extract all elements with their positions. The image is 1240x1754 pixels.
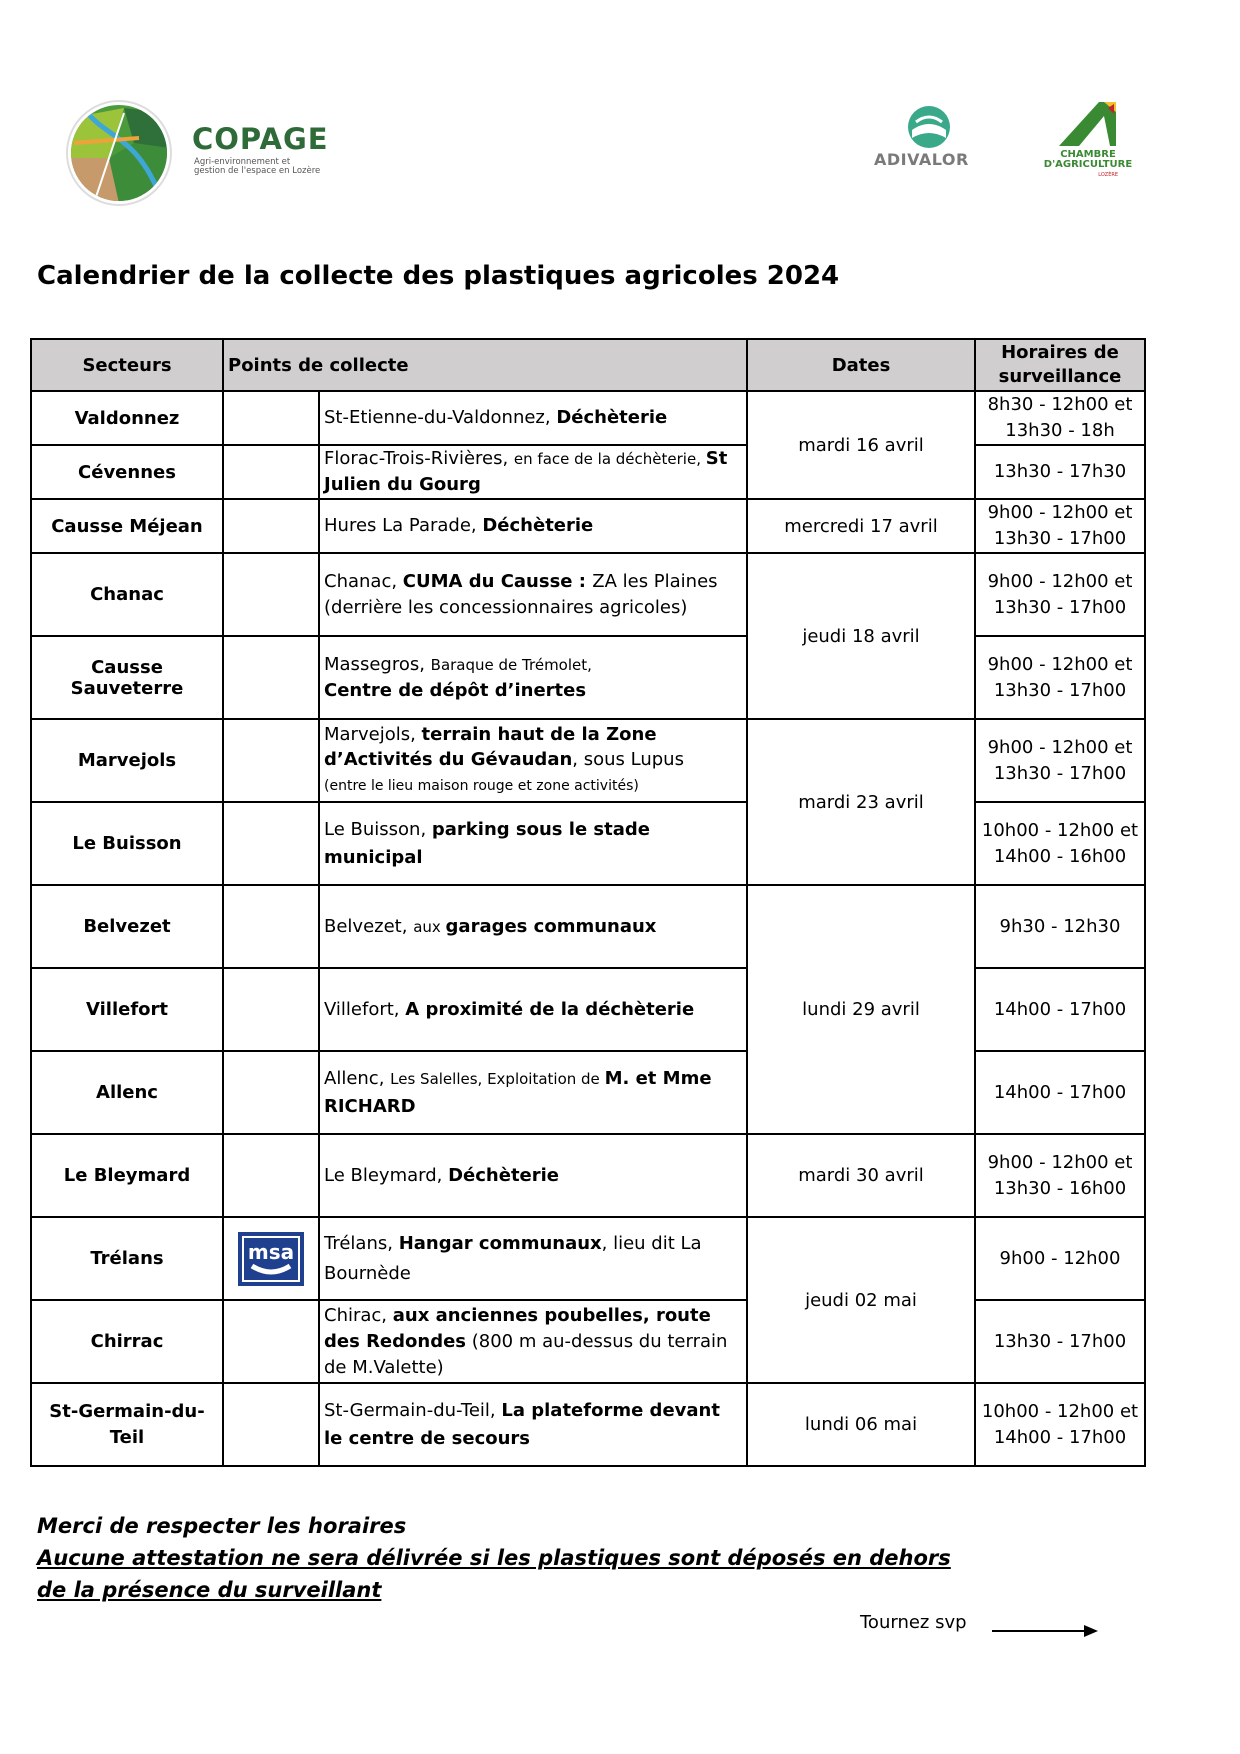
table-row bbox=[31, 1051, 1145, 1134]
table-row bbox=[31, 802, 1145, 885]
date-cell: mardi 16 avril bbox=[747, 391, 975, 499]
logo-cell bbox=[223, 553, 319, 636]
table-header-row bbox=[31, 339, 1145, 391]
table-row bbox=[31, 445, 1145, 499]
point-cell: St-Germain-du-Teil, La plateforme devant le centre de secours bbox=[319, 1383, 747, 1466]
logo-cell bbox=[223, 1300, 319, 1383]
point-cell: Massegros, Baraque de Trémolet, Centre de dépôt d’inertes bbox=[319, 636, 747, 719]
table-row bbox=[31, 499, 1145, 553]
date-cell: jeudi 02 mai bbox=[747, 1217, 975, 1383]
msa-logo-icon bbox=[238, 1232, 304, 1286]
table-row bbox=[31, 968, 1145, 1051]
header-dates: Dates bbox=[747, 339, 975, 391]
copage-logo bbox=[64, 98, 364, 208]
point-cell: Belvezet, aux garages communaux bbox=[319, 885, 747, 968]
horaire-cell: 13h30 - 17h00 bbox=[975, 1300, 1145, 1383]
header-horaires: Horaires de surveillance bbox=[975, 339, 1145, 391]
copage-subtitle: Agri-environnement et gestion de l'espace en Lozère bbox=[194, 157, 321, 176]
note-attestation: Aucune attestation ne sera délivrée si les plastiques sont déposés en dehors de la présence du surveillant bbox=[37, 1546, 951, 1602]
secteur-cell: Villefort bbox=[31, 968, 223, 1051]
horaire-cell: 9h00 - 12h00 et 13h30 - 17h00 bbox=[975, 553, 1145, 636]
horaire-cell: 9h00 - 12h00 et 13h30 - 17h00 bbox=[975, 499, 1145, 553]
secteur-cell: Belvezet bbox=[31, 885, 223, 968]
secteur-cell: St-Germain-du-Teil bbox=[31, 1383, 223, 1466]
page-title: Calendrier de la collecte des plastiques agricoles 2024 bbox=[37, 261, 840, 291]
point-cell: Chirac, aux anciennes poubelles, route des Redondes (800 m au-dessus du terrain de M.Valette) bbox=[319, 1300, 747, 1383]
point-cell: Hures La Parade, Déchèterie bbox=[319, 499, 747, 553]
point-cell: Villefort, A proximité de la déchèterie bbox=[319, 968, 747, 1051]
logo-cell bbox=[223, 445, 319, 499]
date-cell: mardi 30 avril bbox=[747, 1134, 975, 1217]
point-cell: Allenc, Les Salelles, Exploitation de M. et Mme RICHARD bbox=[319, 1051, 747, 1134]
secteur-cell: Chanac bbox=[31, 553, 223, 636]
point-cell: Chanac, CUMA du Causse : ZA les Plaines (derrière les concessionnaires agricoles) bbox=[319, 553, 747, 636]
adivalor-emblem-icon bbox=[904, 104, 954, 150]
point-cell: Florac-Trois-Rivières, en face de la déchèterie, St Julien du Gourg bbox=[319, 445, 747, 499]
date-cell: mercredi 17 avril bbox=[747, 499, 975, 553]
date-cell: mardi 23 avril bbox=[747, 719, 975, 885]
header-points: Points de collecte bbox=[223, 339, 747, 391]
horaire-cell: 9h00 - 12h00 et 13h30 - 16h00 bbox=[975, 1134, 1145, 1217]
horaire-cell: 9h00 - 12h00 et 13h30 - 17h00 bbox=[975, 636, 1145, 719]
copage-name: COPAGE bbox=[192, 122, 329, 156]
header-secteurs: Secteurs bbox=[31, 339, 223, 391]
horaire-cell: 14h00 - 17h00 bbox=[975, 968, 1145, 1051]
secteur-cell: Causse Méjean bbox=[31, 499, 223, 553]
logo-cell bbox=[223, 968, 319, 1051]
date-cell: jeudi 18 avril bbox=[747, 553, 975, 719]
logo-cell bbox=[223, 885, 319, 968]
adivalor-name: ADIVALOR bbox=[874, 150, 969, 169]
logo-cell bbox=[223, 1217, 319, 1300]
point-cell: Le Bleymard, Déchèterie bbox=[319, 1134, 747, 1217]
point-cell: Le Buisson, parking sous le stade municipal bbox=[319, 802, 747, 885]
turn-page-label: Tournez svp bbox=[860, 1612, 967, 1633]
chambre-agriculture-logo bbox=[1040, 98, 1140, 183]
secteur-cell: Cévennes bbox=[31, 445, 223, 499]
point-cell: Marvejols, terrain haut de la Zone d’Activités du Gévaudan, sous Lupus (entre le lieu maison rouge et zone activités) bbox=[319, 719, 747, 802]
collection-calendar-table bbox=[30, 338, 1146, 1467]
table-row bbox=[31, 391, 1145, 445]
table-row bbox=[31, 1383, 1145, 1466]
chambre-emblem-icon bbox=[1054, 98, 1124, 148]
secteur-cell: Le Buisson bbox=[31, 802, 223, 885]
point-cell: St-Etienne-du-Valdonnez, Déchèterie bbox=[319, 391, 747, 445]
date-cell: lundi 29 avril bbox=[747, 885, 975, 1134]
secteur-cell: Marvejols bbox=[31, 719, 223, 802]
table-row bbox=[31, 636, 1145, 719]
logo-cell bbox=[223, 802, 319, 885]
chambre-subtitle: LOZÈRE bbox=[1098, 172, 1118, 178]
horaire-cell: 9h00 - 12h00 et 13h30 - 17h00 bbox=[975, 719, 1145, 802]
horaire-cell: 10h00 - 12h00 et 14h00 - 17h00 bbox=[975, 1383, 1145, 1466]
horaire-cell: 14h00 - 17h00 bbox=[975, 1051, 1145, 1134]
horaire-cell: 9h30 - 12h30 bbox=[975, 885, 1145, 968]
secteur-cell: Allenc bbox=[31, 1051, 223, 1134]
logo-cell bbox=[223, 1051, 319, 1134]
table-row bbox=[31, 1217, 1145, 1300]
note-respect-horaires: Merci de respecter les horaires bbox=[37, 1514, 407, 1538]
logo-cell bbox=[223, 719, 319, 802]
table-row bbox=[31, 1300, 1145, 1383]
secteur-cell: Trélans bbox=[31, 1217, 223, 1300]
chambre-name: CHAMBRE D'AGRICULTURE bbox=[1043, 149, 1133, 170]
date-cell: lundi 06 mai bbox=[747, 1383, 975, 1466]
table-row bbox=[31, 719, 1145, 802]
table-row bbox=[31, 1134, 1145, 1217]
horaire-cell: 8h30 - 12h00 et 13h30 - 18h bbox=[975, 391, 1145, 445]
horaire-cell: 13h30 - 17h30 bbox=[975, 445, 1145, 499]
copage-emblem-icon bbox=[64, 98, 176, 208]
arrow-right-icon bbox=[992, 1624, 1098, 1638]
secteur-cell: Causse Sauveterre bbox=[31, 636, 223, 719]
horaire-cell: 9h00 - 12h00 bbox=[975, 1217, 1145, 1300]
logo-cell bbox=[223, 1134, 319, 1217]
secteur-cell: Valdonnez bbox=[31, 391, 223, 445]
svg-text:msa: msa bbox=[247, 1239, 295, 1264]
logo-cell bbox=[223, 636, 319, 719]
logo-cell bbox=[223, 499, 319, 553]
table-row bbox=[31, 885, 1145, 968]
table-row bbox=[31, 553, 1145, 636]
logo-cell bbox=[223, 391, 319, 445]
point-cell: Trélans, Hangar communaux, lieu dit La Bournède bbox=[319, 1217, 747, 1300]
secteur-cell: Le Bleymard bbox=[31, 1134, 223, 1217]
adivalor-logo bbox=[872, 104, 982, 174]
secteur-cell: Chirrac bbox=[31, 1300, 223, 1383]
logo-cell bbox=[223, 1383, 319, 1466]
notes-block bbox=[37, 1510, 977, 1606]
horaire-cell: 10h00 - 12h00 et 14h00 - 16h00 bbox=[975, 802, 1145, 885]
